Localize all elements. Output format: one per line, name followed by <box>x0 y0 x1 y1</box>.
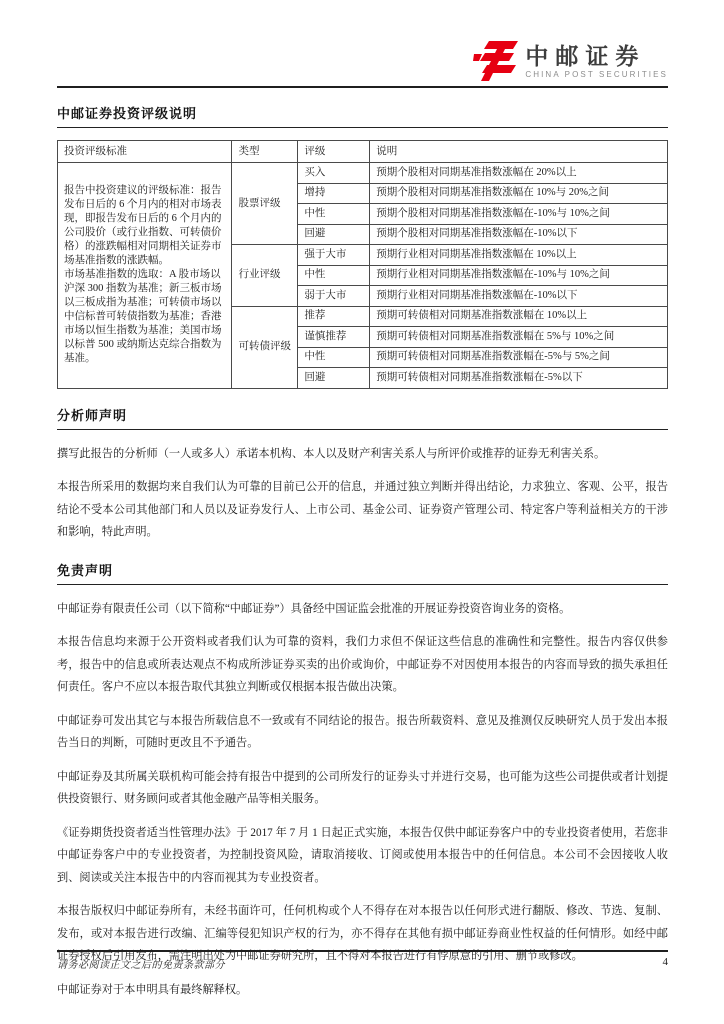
rating-cell: 中性 <box>298 265 370 286</box>
desc-cell: 预期可转债相对同期基准指数涨幅在-5%与 5%之间 <box>370 347 668 368</box>
desc-cell: 预期个股相对同期基准指数涨幅在-10%以下 <box>370 224 668 245</box>
disclaimer-section-title: 免责声明 <box>57 560 668 585</box>
table-row <box>58 163 668 184</box>
criteria-paragraph: 报告中投资建议的评级标准：报告发布日后的 6 个月内的相对市场表现，即报告发布日后的 6 个月内的公司股价（或行业指数、可转债价格）的涨跌幅相对同期相关证券市场基准指数的涨跌幅。 <box>64 185 222 267</box>
footer-note: 请务必阅读正文之后的免责条款部分 <box>57 960 225 971</box>
criteria-cell <box>58 163 232 389</box>
desc-cell: 预期行业相对同期基准指数涨幅在-10%以下 <box>370 286 668 307</box>
desc-cell: 预期个股相对同期基准指数涨幅在 10%与 20%之间 <box>370 183 668 204</box>
rating-cell: 中性 <box>298 204 370 225</box>
rating-cell: 增持 <box>298 183 370 204</box>
rating-section-title: 中邮证券投资评级说明 <box>57 103 668 128</box>
analyst-paragraph: 撰写此报告的分析师（一人或多人）承诺本机构、本人以及财产利害关系人与所评价或推荐的证券无利害关系。 <box>57 447 606 460</box>
desc-cell: 预期可转债相对同期基准指数涨幅在 5%与 10%之间 <box>370 327 668 348</box>
rating-cell: 强于大市 <box>298 245 370 266</box>
china-post-logo <box>473 40 668 82</box>
disclaimer-paragraph: 本报告版权归中邮证券所有，未经书面许可，任何机构或个人不得存在对本报告以任何形式进行翻版、修改、节选、复制、发布，或对本报告进行改编、汇编等侵犯知识产权的行为，亦不得存在其他有损中邮证券商业性权益的任何情形。如经中邮证券授权后引用发布，需注明出处为中邮证券研究所，且不得对本报告进行有悖原意的引用、删节或修改。 <box>57 905 668 962</box>
analyst-paragraph: 本报告所采用的数据均来自我们认为可靠的目前已公开的信息，并通过独立判断并得出结论，力求独立、客观、公平，报告结论不受本公司其他部门和人员以及证券发行人、上市公司、基金公司、证券资产管理公司、特定客户等利益相关方的干涉和影响，特此声明。 <box>57 481 668 538</box>
desc-cell: 预期行业相对同期基准指数涨幅在-10%与 10%之间 <box>370 265 668 286</box>
rating-cell: 谨慎推荐 <box>298 327 370 348</box>
desc-cell: 预期行业相对同期基准指数涨幅在 10%以上 <box>370 245 668 266</box>
rating-table-header-row <box>58 141 668 163</box>
rating-table <box>57 140 668 389</box>
disclaimer-paragraph: 本报告信息均来源于公开资料或者我们认为可靠的资料，我们力求但不保证这些信息的准确性和完整性。报告内容仅供参考，报告中的信息或所表达观点不构成所涉证券买卖的出价或询价，中邮证券不对因使用本报告的内容而导致的损失承担任何责任。客户不应以本报告取代其独立判断或仅根据本报告做出决策。 <box>57 636 668 693</box>
desc-cell: 预期个股相对同期基准指数涨幅在 20%以上 <box>370 163 668 184</box>
col-header-rating: 评级 <box>298 141 370 163</box>
col-header-criteria: 投资评级标准 <box>58 141 232 163</box>
logo-text-en: CHINA POST SECURITIES <box>525 69 668 79</box>
page-footer <box>57 950 668 971</box>
logo-text <box>525 43 668 80</box>
rating-cell: 弱于大市 <box>298 286 370 307</box>
disclaimer-paragraph: 中邮证券有限责任公司（以下简称“中邮证券”）具备经中国证监会批准的开展证券投资咨询业务的资格。 <box>57 602 571 615</box>
page-header <box>57 0 668 82</box>
type-cell-convertible: 可转债评级 <box>232 306 298 388</box>
rating-cell: 回避 <box>298 368 370 389</box>
rating-cell: 中性 <box>298 347 370 368</box>
desc-cell: 预期可转债相对同期基准指数涨幅在 10%以上 <box>370 306 668 327</box>
china-post-logo-icon <box>473 40 519 82</box>
disclaimer-paragraph: 中邮证券及其所属关联机构可能会持有报告中提到的公司所发行的证券头寸并进行交易，也可能为这些公司提供或者计划提供投资银行、财务顾问或者其他金融产品等相关服务。 <box>57 770 668 805</box>
disclaimer-paragraph: 中邮证券可发出其它与本报告所载信息不一致或有不同结论的报告。报告所载资料、意见及推测仅反映研究人员于发出本报告当日的判断，可随时更改且不予通告。 <box>57 714 668 749</box>
header-rule <box>57 86 668 88</box>
rating-cell: 推荐 <box>298 306 370 327</box>
logo-text-cn: 中邮证券 <box>525 42 646 69</box>
desc-cell: 预期可转债相对同期基准指数涨幅在-5%以下 <box>370 368 668 389</box>
rating-cell: 买入 <box>298 163 370 184</box>
analyst-section-title: 分析师声明 <box>57 405 668 430</box>
rating-cell: 回避 <box>298 224 370 245</box>
criteria-paragraph: 市场基准指数的选取：A 股市场以沪深 300 指数为基准；新三板市场以三板成指为基准；可转债市场以中信标普可转债指数为基准；香港市场以恒生指数为基准；美国市场以标普 500 或纳斯达克综合指数为基准。 <box>64 269 222 365</box>
col-header-type: 类型 <box>232 141 298 163</box>
type-cell-industry: 行业评级 <box>232 245 298 307</box>
col-header-desc: 说明 <box>370 141 668 163</box>
type-cell-stock: 股票评级 <box>232 163 298 245</box>
page-number: 4 <box>662 956 668 968</box>
desc-cell: 预期个股相对同期基准指数涨幅在-10%与 10%之间 <box>370 204 668 225</box>
disclaimer-paragraph: 中邮证券对于本申明具有最终解释权。 <box>57 983 248 996</box>
disclaimer-paragraph: 《证券期货投资者适当性管理办法》于 2017 年 7 月 1 日起正式实施，本报告仅供中邮证券客户中的专业投资者使用，若您非中邮证券客户中的专业投资者，为控制投资风险，请取消接收、订阅或使用本报告中的任何信息。本公司不会因接收人收到、阅读或关注本报告中的内容而视其为专业投资者。 <box>57 826 668 884</box>
